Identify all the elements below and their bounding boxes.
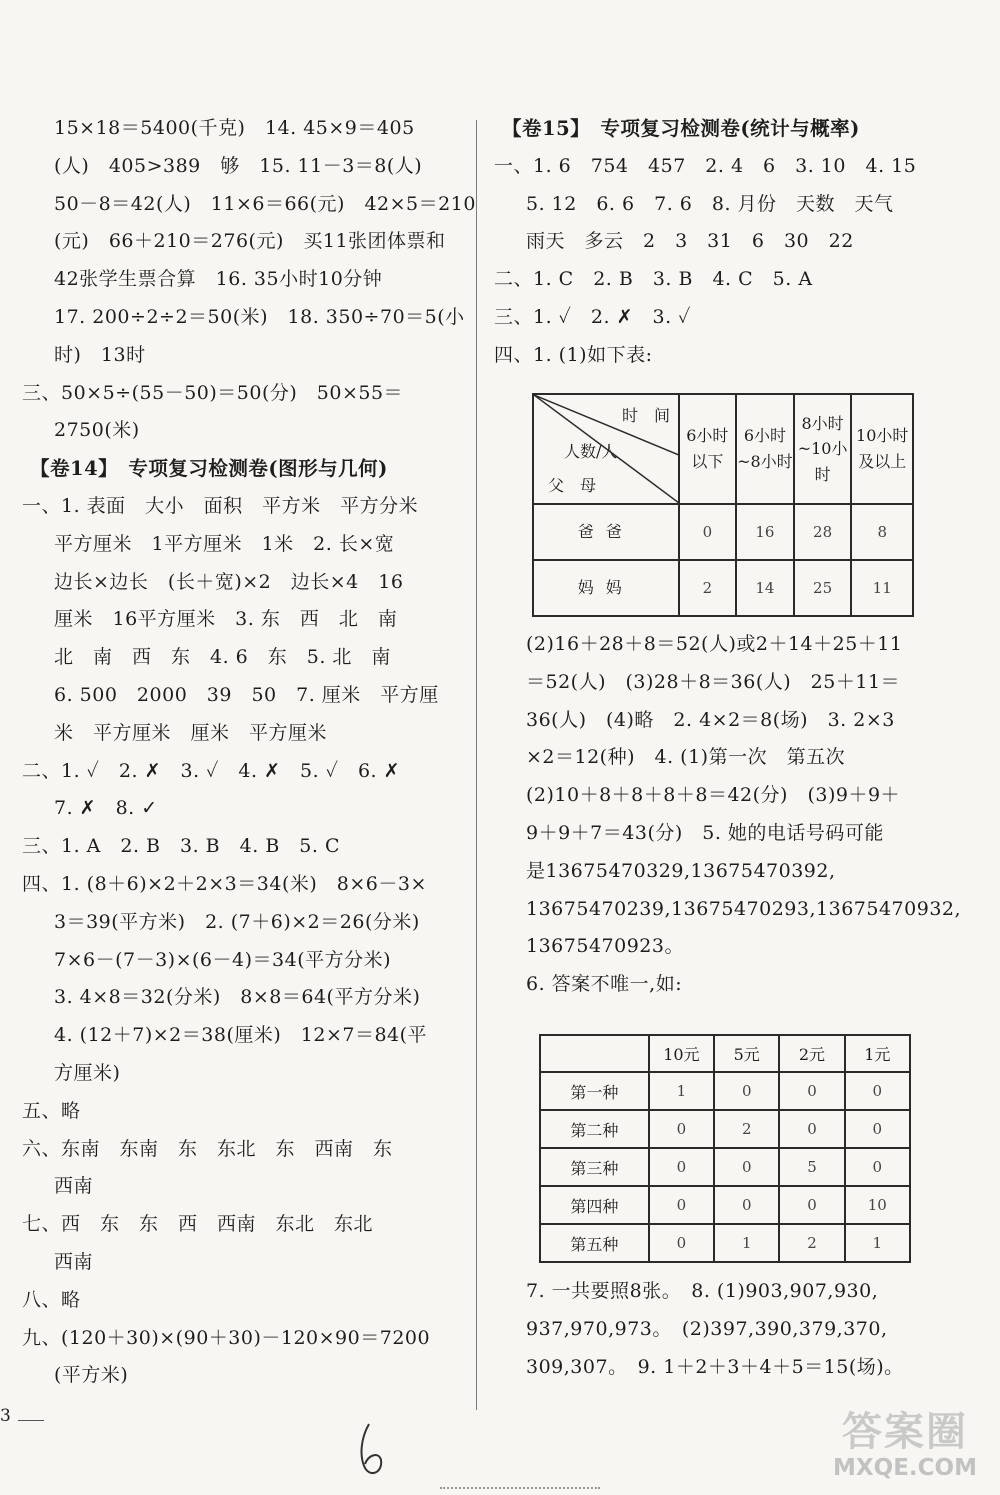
answer-line: 四、1. (1)如下表: — [494, 343, 653, 366]
row-label: 妈妈 — [533, 560, 679, 616]
answer-line: 13675470239,13675470293,13675470932, — [526, 897, 962, 920]
table-header-row — [540, 1035, 910, 1072]
answer-line: 八、略 — [22, 1288, 81, 1311]
answer-line: (元) 66＋210＝276(元) 买11张团体票和 — [54, 230, 446, 253]
table-cell: 0 — [845, 1110, 910, 1148]
answer-line: 5. 12 6. 6 7. 6 8. 月份 天数 天气 — [526, 192, 894, 215]
table-cell: 14 — [736, 560, 794, 616]
table-cell: 10 — [845, 1186, 910, 1224]
diag-label-time: 时 间 — [622, 406, 671, 425]
table-cell: 2 — [714, 1110, 779, 1148]
table-cell: 0 — [679, 504, 737, 560]
answer-line: 309,307。 9. 1＋2＋3＋4＋5＝15(场)。 — [526, 1355, 904, 1378]
answer-line: 九、(120＋30)×(90＋30)－120×90＝7200 — [22, 1326, 431, 1349]
answer-line: 937,970,973。 (2)397,390,379,370, — [526, 1317, 888, 1340]
table-row — [540, 1186, 910, 1224]
answer-line: 6. 500 2000 39 50 7. 厘米 平方厘 — [54, 683, 439, 706]
answer-line: 七、西 东 东 西 西南 东北 东北 — [22, 1213, 374, 1236]
table-cell: 8 — [851, 504, 913, 560]
diag-label-parent: 父 母 — [548, 476, 597, 495]
answer-line: 7. 一共要照8张。 8. (1)903,907,930, — [526, 1280, 879, 1302]
answer-line: 北 南 西 东 4. 6 东 5. 北 南 — [54, 646, 391, 669]
footer-dash — [18, 1420, 44, 1421]
handwritten-mark-icon — [355, 1420, 395, 1480]
table-header: 6小时以下 — [679, 394, 737, 504]
answer-line: 一、1. 表面 大小 面积 平方米 平方分米 — [22, 494, 419, 517]
page-number: 3 — [0, 1406, 11, 1426]
answer-line: 二、1. C 2. B 3. B 4. C 5. A — [494, 268, 813, 291]
answer-line: 六、东南 东南 东 东北 东 西南 东 — [22, 1137, 393, 1160]
table-row — [540, 1224, 910, 1262]
answer-line: 是13675470329,13675470392, — [526, 859, 836, 882]
answer-line: 9＋9＋7＝43(分) 5. 她的电话号码可能 — [526, 821, 884, 844]
answer-line: 7. ✗ 8. ✓ — [54, 797, 158, 820]
scan-dots — [440, 1487, 600, 1491]
sleep-time-table — [532, 393, 914, 617]
table-cell: 0 — [779, 1186, 844, 1224]
table-header: 8小时~10小时 — [794, 394, 852, 504]
table-header: 5元 — [714, 1035, 779, 1072]
table-diagonal-header — [533, 394, 679, 504]
table-cell: 0 — [714, 1186, 779, 1224]
right-column-top — [494, 110, 934, 375]
table-row — [540, 1148, 910, 1186]
watermark-site: MXQE.COM — [833, 1455, 977, 1481]
table-cell: 5 — [779, 1148, 844, 1186]
section-heading: 【卷15】 专项复习检测卷(统计与概率) — [502, 117, 860, 140]
answer-line: 边长×边长 (长＋宽)×2 边长×4 16 — [54, 570, 404, 593]
answer-line: 15×18＝5400(千克) 14. 45×9＝405 — [54, 117, 415, 139]
table-cell: 16 — [736, 504, 794, 560]
table-cell: 0 — [845, 1072, 910, 1110]
row-label: 第四种 — [540, 1186, 649, 1224]
answer-line: 西南 — [54, 1175, 94, 1198]
money-combination-table — [539, 1034, 911, 1263]
table-cell: 0 — [649, 1186, 714, 1224]
table-cell: 1 — [649, 1072, 714, 1110]
answer-line: (平方米) — [54, 1364, 129, 1387]
answer-line: 五、略 — [22, 1099, 81, 1122]
row-label: 第五种 — [540, 1224, 649, 1262]
table-cell: 1 — [714, 1224, 779, 1262]
table-cell: 2 — [679, 560, 737, 616]
row-label: 第三种 — [540, 1148, 649, 1186]
answer-line: 方厘米) — [54, 1061, 121, 1084]
table-cell: 0 — [779, 1072, 844, 1110]
answer-line: 2750(米) — [54, 419, 140, 442]
table-cell: 0 — [845, 1148, 910, 1186]
answer-line: ＝52(人) (3)28＋8＝36(人) 25＋11＝ — [526, 670, 901, 693]
answer-line: 3＝39(平方米) 2. (7＋6)×2＝26(分米) — [54, 910, 420, 933]
table-header: 10小时及以上 — [851, 394, 913, 504]
table-cell: 0 — [714, 1148, 779, 1186]
left-column — [22, 110, 476, 1395]
answer-line: 7×6－(7－3)×(6－4)＝34(平方分米) — [54, 948, 392, 971]
watermark-brand: 答案圈 — [842, 1409, 968, 1455]
answer-line: 厘米 16平方厘米 3. 东 西 北 南 — [54, 608, 398, 631]
table-cell: 25 — [794, 560, 852, 616]
table-cell: 28 — [794, 504, 852, 560]
table-header: 10元 — [649, 1035, 714, 1072]
table-cell: 2 — [779, 1224, 844, 1262]
table-row — [533, 504, 913, 560]
answer-line: (人) 405>389 够 15. 11－3＝8(人) — [54, 154, 423, 177]
row-label: 第二种 — [540, 1110, 649, 1148]
table-row — [533, 560, 913, 616]
answer-line: 四、1. (8＋6)×2＋2×3＝34(米) 8×6－3× — [22, 872, 427, 895]
table-cell: 11 — [851, 560, 913, 616]
answer-line: 36(人) (4)略 2. 4×2＝8(场) 3. 2×3 — [526, 708, 895, 731]
table-cell: 0 — [779, 1110, 844, 1148]
answer-line: 雨天 多云 2 3 31 6 30 22 — [526, 230, 854, 253]
answer-line: 13675470923。 — [526, 935, 684, 958]
right-column-bottom — [494, 1273, 934, 1386]
table-row — [540, 1110, 910, 1148]
answer-line: ×2＝12(种) 4. (1)第一次 第五次 — [526, 746, 846, 769]
table-cell: 0 — [649, 1224, 714, 1262]
answer-line: 17. 200÷2÷2＝50(米) 18. 350÷70＝5(小 — [54, 305, 465, 328]
answer-line: 三、50×5÷(55－50)＝50(分) 50×55＝ — [22, 381, 404, 404]
answer-line: (2)10＋8＋8＋8＋8＝42(分) (3)9＋9＋ — [526, 784, 901, 807]
section-heading: 【卷14】 专项复习检测卷(图形与几何) — [30, 457, 388, 481]
table-corner — [540, 1035, 649, 1072]
table-cell: 1 — [845, 1224, 910, 1262]
answer-line: 3. 4×8＝32(分米) 8×8＝64(平方分米) — [54, 986, 421, 1009]
table-cell: 0 — [649, 1110, 714, 1148]
answer-line: 42张学生票合算 16. 35小时10分钟 — [54, 268, 383, 291]
table-header: 2元 — [779, 1035, 844, 1072]
row-label: 爸爸 — [533, 504, 679, 560]
answer-line: 一、1. 6 754 457 2. 4 6 3. 10 4. 15 — [494, 154, 917, 177]
answer-line: 三、1. ✓ 2. ✗ 3. ✓ — [494, 305, 691, 328]
answer-line: 三、1. A 2. B 3. B 4. B 5. C — [22, 835, 340, 858]
table-header: 1元 — [845, 1035, 910, 1072]
answer-line: 50－8＝42(人) 11×6＝66(元) 42×5＝210 — [54, 192, 476, 215]
diag-label-count: 人数/人 — [564, 442, 618, 461]
answer-line: 二、1. ✓ 2. ✗ 3. ✓ 4. ✗ 5. ✓ 6. ✗ — [22, 759, 401, 782]
answer-line: 米 平方厘米 厘米 平方厘米 — [54, 721, 328, 744]
row-label: 第一种 — [540, 1072, 649, 1110]
table-cell: 0 — [714, 1072, 779, 1110]
answer-line: (2)16＋28＋8＝52(人)或2＋14＋25＋11 — [526, 633, 903, 655]
column-divider — [476, 120, 477, 1410]
answer-line: 西南 — [54, 1250, 94, 1273]
answer-line: 4. (12＋7)×2＝38(厘米) 12×7＝84(平 — [54, 1024, 428, 1047]
answer-line: 6. 答案不唯一,如: — [526, 973, 683, 996]
table-header: 6小时~8小时 — [736, 394, 794, 504]
answer-line: 时) 13时 — [54, 343, 146, 366]
table-row — [540, 1072, 910, 1110]
answer-line: 平方厘米 1平方厘米 1米 2. 长×宽 — [54, 532, 395, 555]
table-cell: 0 — [649, 1148, 714, 1186]
watermark-logo — [820, 1400, 990, 1490]
right-column-middle — [494, 626, 962, 1004]
